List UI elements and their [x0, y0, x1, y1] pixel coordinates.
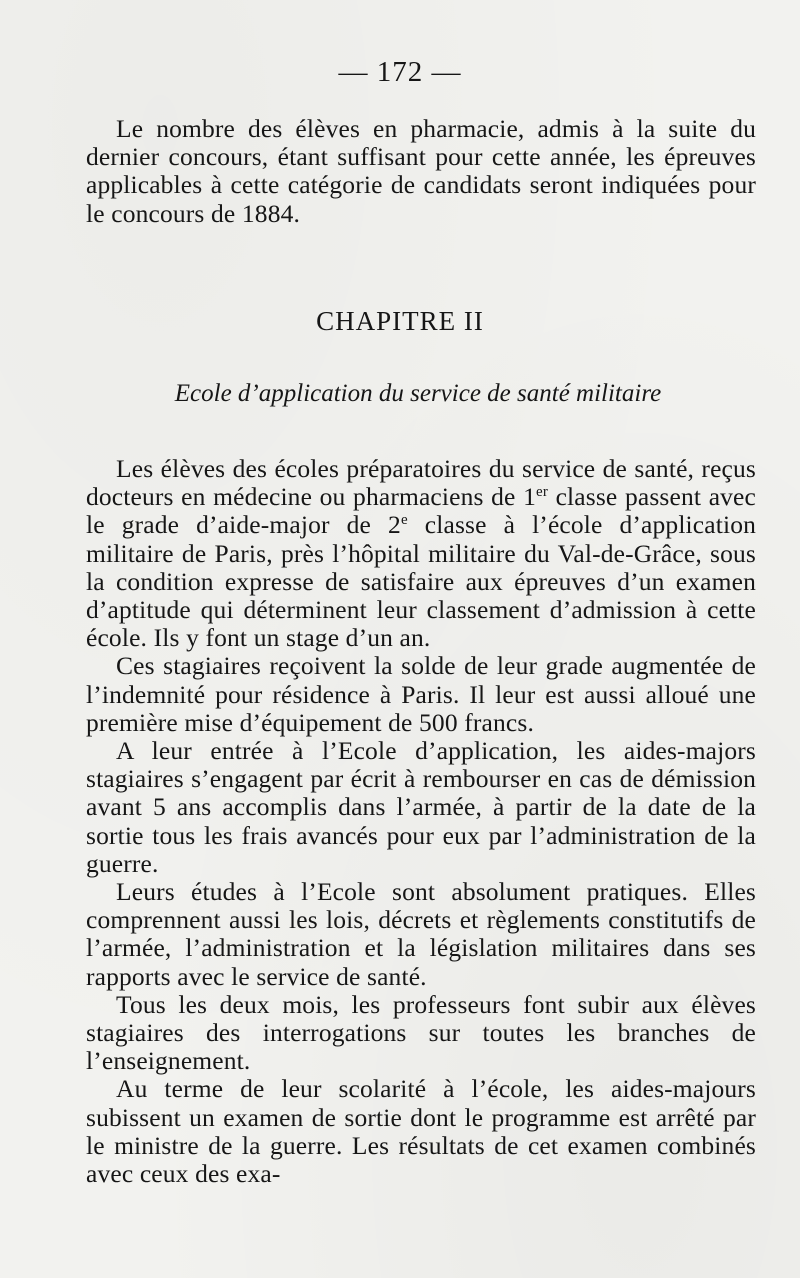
page-number: — 172 — [338, 56, 462, 88]
chapter-title: CHAPITRE II [316, 306, 484, 336]
paragraph-5: Tous les deux mois, les professeurs font subir aux élèves stagiaires des interrogations sur toutes les branches de l’enseignement. [86, 989, 756, 1076]
intro-text [86, 115, 756, 228]
paragraph-1 [86, 455, 756, 652]
paragraph-1-part-a: Les élèves des écoles préparatoires du service de santé, reçus docteurs en médecine ou pharmaciens de 1 [86, 454, 756, 512]
chapter-subtitle: Ecole d’application du service de santé militaire [174, 380, 662, 407]
paragraph-1-part-c: classe à l’école d’application militaire de Paris, près l’hôpital militaire du Val-de-Grâce, sous la condition expresse de satisfaire aux épreuves d’un examen d’aptitude qui déterminent leur classement d’admission à cette école. Ils y font un stage d’un an. [86, 510, 756, 653]
chapter-body [86, 455, 756, 1188]
intro-paragraph: Le nombre des élèves en pharmacie, admis à la suite du dernier concours, étant suffisant pour cette année, les épreuves applicables à cette catégorie de candidats seront indiquées pour le concours de 1884. [86, 114, 756, 228]
superscript-e: e [400, 512, 408, 529]
paragraph-3: A leur entrée à l’Ecole d’application, les aides-majors stagiaires s’engagent par écrit à rembourser en cas de démission avant 5 ans accomplis dans l’armée, à partir de la date de la sortie tous les frais avancés pour eux par l’administration de la guerre. [86, 736, 756, 878]
paragraph-4: Leurs études à l’Ecole sont absolument pratiques. Elles comprennent aussi les lois, décrets et règlements constitutifs de l’armée, l’administration et la législation militaires dans ses rapports avec le service de santé. [86, 877, 756, 991]
paragraph-1-part-b: classe passent avec le grade d’aide-major de 2 [86, 482, 756, 540]
paragraph-2: Ces stagiaires reçoivent la solde de leur grade augmentée de l’indemnité pour résidence à Paris. Il leur est aussi alloué une première mise d’équipement de 500 francs. [86, 651, 756, 737]
superscript-er: er [536, 484, 548, 501]
paragraph-6: Au terme de leur scolarité à l’école, les aides-majours subissent un examen de sortie dont le programme est arrêté par le ministre de la guerre. Les résultats de cet examen combinés avec ceux des exa- [86, 1074, 756, 1189]
